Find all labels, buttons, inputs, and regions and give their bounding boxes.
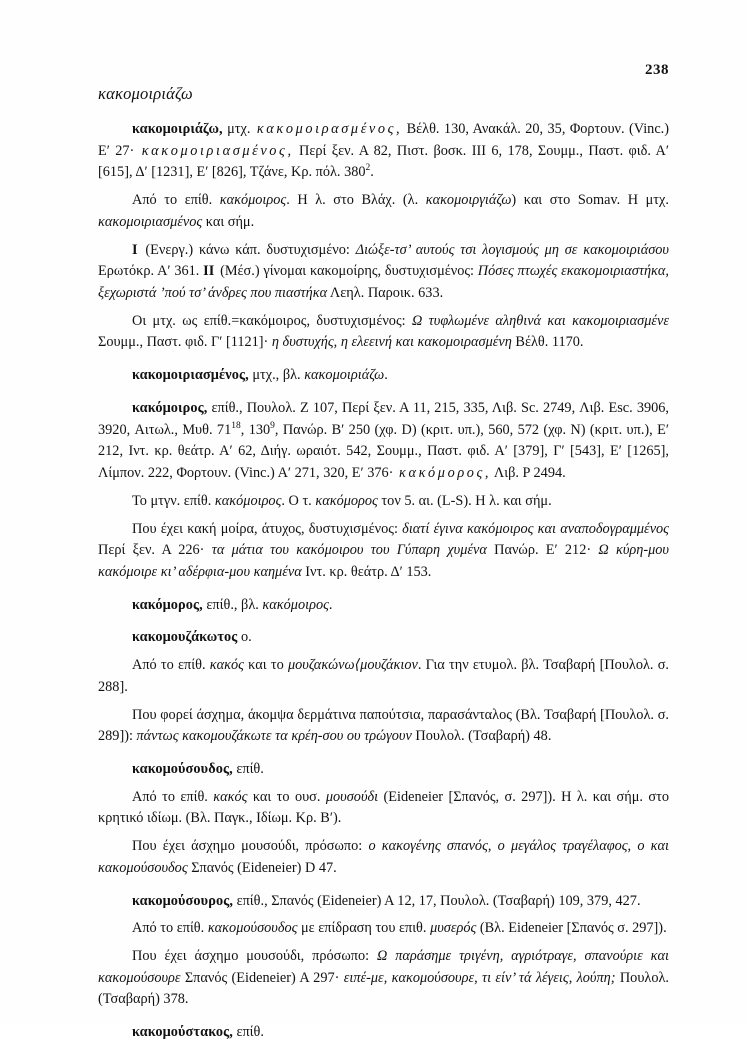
sense-number: I [132,241,138,258]
superscript-ref: 2 [365,163,371,174]
text-run: Από το επίθ. [132,657,210,674]
entry-etym-kakomousoudos [98,787,669,830]
text-run: επίθ., Πουλολ. Ζ 107, Περί ξεν. Α 11, 215, 335, Λιβ. Sc. 2749, Λιβ. Esc. 3906, 3920, Αιτωλ., Μυθ. 71 [98,399,669,438]
variant-form: κακομοιριασμένος, [141,142,294,159]
entry-sense-kakomouzakotos [98,705,669,748]
text-run: επίθ., βλ. [202,596,263,613]
text-run: επίθ. [232,1024,264,1041]
text-run: Από το επίθ. [132,920,208,937]
entry-etym-kakomouzakotos [98,655,669,698]
page-header [98,62,669,108]
text-run: Περί ξεν. Α 82, Πιστ. βοσκ. III 6, 178, Σουμμ., Παστ. φιδ. Α′ [615], Δ′ [1231], Ε′ [826], Τζάνε, Κρ. πόλ. 380 [98,142,669,181]
text-run: και το ουσ. [247,788,326,805]
text-run: Ιντ. κρ. θεάτρ. Δ′ 153. [301,563,432,580]
citation-text: ο και κακομούσουδος [98,838,669,876]
citation-text: διατί έγινα κακόμοιρος και αναποδογραμμένος [402,520,669,537]
citation-text: Ω τυφλωμένε αληθινά και κακομοιριασμένε [411,312,670,329]
citation-text: κακόμοιρος [214,492,282,509]
text-run: μτχ. [222,121,255,137]
text-run: Από το επίθ. [132,788,214,805]
entry-lemma: κακομούστακος, [132,1024,233,1041]
text-run: . [328,596,333,613]
citation-text: μουζακώνω⟨μουζάκιον [287,657,418,674]
citation-text: ξεχωριστά ’πού τσ’ άνδρες που πιαστήκα [98,285,328,302]
text-run: Πουλολ. (Τσαβαρή) 48. [411,728,552,745]
text-run: (Βλ. Eideneier [Σπανός σ. 297]). [476,920,667,937]
text-run: τον 5. αι. (L-S). Η λ. και σήμ. [377,492,552,509]
citation-text: κακόμοιρος [262,596,329,613]
citation-text: κακόμορος [315,492,378,509]
entry-headword-kakomoiriazo [98,119,669,184]
text-run: Οι μτχ. ως επίθ.=κακόμοιρος, δυστυχισμένος: [132,312,412,329]
entry-lemma: κακομουζάκωτος [132,629,238,646]
entry-etym-kakomousouros [98,918,669,940]
text-run: Σουμμ., Παστ. φιδ. Γ′ [1121]· [98,334,272,351]
text-run: επίθ., Σπανός (Eideneier) Α 12, 17, Πουλολ. (Τσαβαρή) 109, 379, 427. [233,892,641,909]
text-run: . Για την ετυμολ. βλ. Τσαβαρή [Πουλολ. σ. 288]. [98,657,669,695]
text-run: Που έχει κακή μοίρα, άτυχος, δυστυχισμένος: [132,520,403,537]
citation-text: κακομοιργιάζω [425,192,512,209]
citation-text: η δυστυχής, η ελεεινή και κακομοιρασμένη [271,334,512,351]
text-run: , Πανώρ. Β′ 250 (χφ. D) (κριτ. υπ.), 560, 572 (χφ. N) (κριτ. υπ.), Ε′ 212, Ιντ. κρ. θεάτρ. Α′ 62, Διήγ. ωραιότ. 542, Σουμμ., Παστ. φιδ. Α′ [379], Γ′ [543], Ε′ [1265], Λίμπον. 222, Φορτουν. (Vinc.) Α′ 271, 320, Ε′ 376· [98,421,669,482]
entry-headword-kakomoiros [98,398,669,485]
text-run: Πανώρ. Ε′ 212· [486,542,599,559]
citation-text: ειπέ-με, κακομούσουρε, τι είν’ τά λέγεις, λούπη; [343,969,616,986]
text-run: Που έχει άσχημο μουσούδι, πρόσωπο: [132,948,377,964]
text-run: και το [243,657,288,674]
entry-lemma: κακομούσουρος, [132,892,234,909]
citation-text: Ω κύρη-μου κακόμοιρε κι’ αδέρφια-μου καημένα [98,542,669,580]
text-run: . Ο τ. [281,492,316,509]
text-run: Από το επίθ. [132,192,220,209]
superscript-ref: 9 [270,420,275,431]
text-run: Βέλθ. 1170. [511,334,584,351]
entry-headword-kakomousouros [98,891,669,913]
text-run: . Η λ. στο Βλάχ. (λ. [286,192,426,209]
text-run: Βέλθ. 130, Ανακάλ. 20, 35, Φορτουν. (Vinc.) Ε′ 27· [98,121,670,159]
citation-text: κακόμοιρος [219,192,287,209]
text-run: Το μτγν. επίθ. [132,492,215,509]
citation-text: κακομούσουδος [207,920,298,937]
text-run: και σήμ. [202,213,255,230]
dictionary-entries [98,119,669,1044]
entry-lemma: κακομούσουδος, [132,760,233,777]
variant-form: κακομοιρασμένος, [256,121,403,137]
citation-text: κακομοιριασμένος [98,213,203,230]
entry-etym-kakomoiros [98,491,669,513]
entry-lemma: κακομοιριάζω, [132,121,223,137]
entry-lemma: κακόμορος, [132,596,203,613]
entry-note-kakomoiriazo [98,311,669,354]
text-run: Σπανός (Eideneier) Α 297· [180,969,344,986]
entry-sense-kakomoiriazo [98,240,669,305]
text-run: μτχ., βλ. [248,367,305,384]
entry-etym-kakomoiriazo [98,190,669,233]
entry-lemma: κακομοιριασμένος, [132,367,249,384]
citation-text: πάντως κακομουζάκωτε τα κρέη-σου ου τρώγουν [136,728,412,745]
text-run: , 130 [240,421,271,438]
superscript-ref: 18 [231,420,241,431]
citation-text: κακός [213,788,248,805]
citation-text: κακός [209,657,244,674]
text-run: Σπανός (Eideneier) D 47. [187,859,337,876]
text-run: (Μέσ.) γίνομαι κακομοίρης, δυστυχισμένος: [216,263,478,280]
page-number: 238 [645,62,669,78]
text-run: επίθ. [232,760,264,777]
citation-text: κακομοιριάζω [304,367,385,384]
text-run: Πουλολ. (Τσαβαρή) 378. [98,969,669,1008]
text-run: Που φορεί άσχημα, άκομψα δερμάτινα παπούτσια, παρασάνταλος (Βλ. Τσαβαρή [Πουλολ. σ. 289]): [98,706,669,745]
entry-sense-kakomousouros [98,946,669,1011]
citation-text: Ω παράσημε τριγένη, αγριότραγε, σπανούριε και κακομούσουρε [98,948,669,986]
running-head: κακομοιριάζω [98,84,193,103]
citation-text: τα μάτια του κακόμοιρου του Γύπαρη χυμένα [211,542,487,559]
citation-text: Διώξε-τσ’ αυτούς τσι λογισμούς μη σε κακομοιριάσου [355,241,669,258]
variant-form: κακόμορος, [399,465,492,482]
citation-text: Πόσες πτωχές εκακομοιριαστήκα, [477,263,669,280]
entry-headword-kakomoros [98,595,669,617]
entry-sense-kakomoiros [98,519,669,584]
text-run: . [370,164,374,181]
citation-text: μουσούδι [325,788,379,805]
text-run: Ερωτόκρ. Α′ 361. [98,263,200,280]
entry-lemma: κακόμοιρος, [132,399,208,416]
entry-headword-kakomoustakos [98,1022,669,1044]
citation-text: ο μεγάλος τραγέλαφος, [497,838,632,855]
text-run: ο. [237,629,252,646]
text-run: Που έχει άσχημο μουσούδι, πρόσωπο: [132,838,369,855]
entry-headword-kakomouzakotos [98,627,669,649]
entry-sense-kakomousoudos [98,836,669,879]
text-run: Λεηλ. Παροικ. 633. [327,285,444,302]
citation-text: μυσερός [430,920,477,937]
text-run: Λιβ. P 2494. [491,465,566,482]
text-run: . [384,367,388,384]
entry-headword-kakomousoudos [98,759,669,781]
entry-headword-kakomoiriasmenos [98,365,669,387]
text-run: Περί ξεν. Α 226· [98,542,212,559]
text-run: με επίδραση του επιθ. [297,920,431,937]
citation-text: ο κακογένης σπανός, [368,838,492,855]
text-run: ) και στο Somav. Η μτχ. [511,192,669,209]
text-run: (Ενεργ.) κάνω κάπ. δυστυχισμένο: [139,241,356,258]
sense-number: II [203,263,215,280]
text-run: (Eideneier [Σπανός, σ. 297]). Η λ. και σήμ. στο κρητικό ιδίωμ. (Βλ. Παγκ., Ιδίωμ. Κρ. Β′). [98,788,669,827]
